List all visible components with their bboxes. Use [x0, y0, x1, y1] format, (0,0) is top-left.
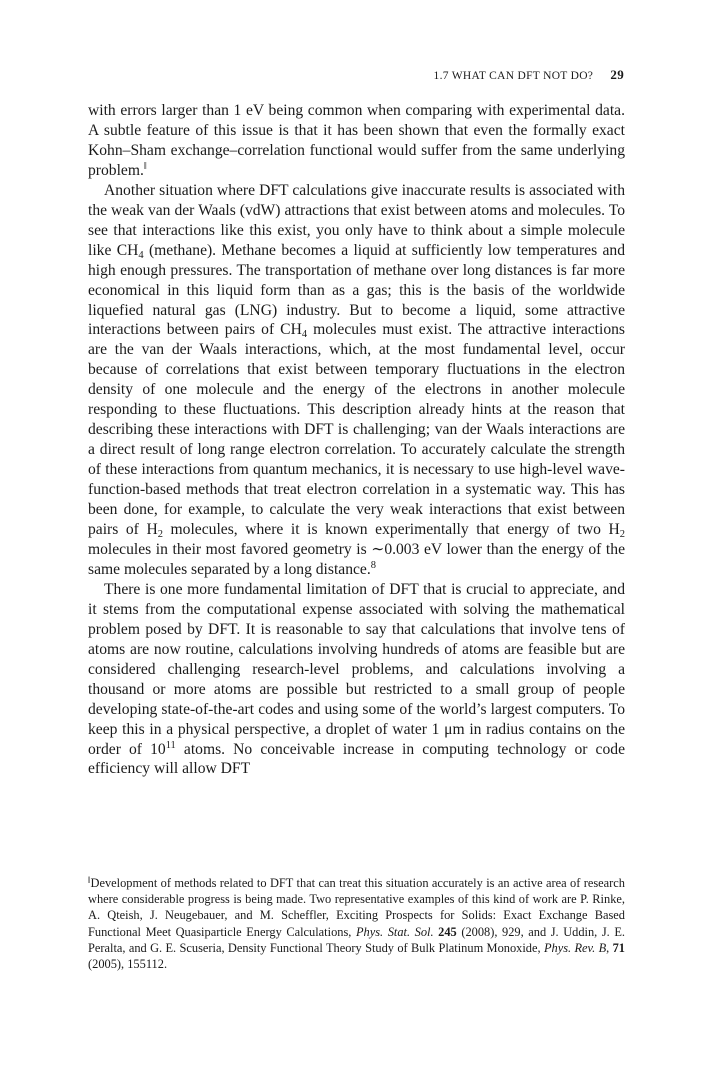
footnote-marker: ‖ — [88, 875, 91, 885]
text-run: (methane). Methane becomes a liquid at sufficiently low temperatures and high enough pressures. The transportation of methane over long distances is far more economical in this liquid form than as a gas; this is the basis of the worldwide liquefied natural gas (LNG) industry. But to become a liquid, some attractive interactions between pairs of CH — [88, 241, 625, 339]
footnote-body — [88, 876, 625, 971]
subscript: 4 — [301, 329, 308, 341]
footnote — [88, 875, 625, 972]
paragraph — [88, 580, 625, 780]
italic-text: Phys. Rev. B — [543, 940, 607, 955]
text-run: molecules, where it is known experimentally that energy of two H — [162, 521, 620, 539]
text-run: molecules must exist. The attractive interactions are the van der Waals interactions, which, at the most fundamental level, occur because of correlations that exist between temporary fluctuations in the electron density of one molecule and the energy of the electrons in another molecule responding to these fluctuations. This description already hints at the reason that describing these interactions with DFT is challenging; van der Waals interactions are a direct result of long range electron correlation. To accurately calculate the strength of these interactions from quantum mechanics, it is necessary to use high-level wave-function-based methods that treat electron correlation in a systematic way. This has been done, for example, to calculate the very weak interactions that exist between pairs of H — [88, 321, 625, 539]
subscript: 2 — [619, 529, 625, 541]
subscript: 2 — [157, 529, 163, 541]
main-text — [88, 101, 625, 779]
text-run: Development of methods related to DFT that can treat this situation accurately is an active area of research where considerable progress is being made. Two representative examples of this kind of work are P. Rinke, A. Qteish, J. Neugebauer, and M. Scheffler, Exciting Prospects for Solids: Exact Exchange Based Functional Meet Quasiparticle Energy Calculations, — [88, 876, 625, 939]
text-run: There is one more fundamental limitation of DFT that is crucial to appreciate, and it stems from the computational expense associated with solving the mathematical problem posed by DFT. It is reasonable to say that calculations that involve tens of atoms are now routine, calculations involving hundreds of atoms are feasible but are considered challenging research-level problems, and calculations involving a thousand or more atoms are possible but restricted to a small group of people developing state-of-the-art codes and using some of the world’s largest computers. To keep this in a physical perspective, a droplet of water 1 μm in radius contains on the order of 10 — [88, 580, 625, 758]
superscript: 8 — [370, 559, 377, 571]
running-header — [434, 67, 624, 83]
text-run: (2005), 155112. — [88, 957, 168, 972]
text-run: molecules in their most favored geometry is ∼0.003 eV lower than the energy of the same molecules separated by a long distance. — [88, 540, 625, 578]
bold-text: 71 — [612, 940, 625, 955]
page-number: 29 — [610, 67, 624, 82]
footnote-text — [88, 875, 625, 972]
text-run: (2008), 929, and J. Uddin, J. E. Peralta, and G. E. Scuseria, Density Functional Theory Study of Bulk Platinum Monoxide, — [88, 924, 625, 955]
bold-text: 245 — [438, 924, 457, 939]
superscript: 11 — [165, 739, 176, 751]
text-run: Another situation where DFT calculations give inaccurate results is associated with the weak van der Waals (vdW) attractions that exist between atoms and molecules. To see that interactions like this exist, you only have to think about a simple molecule like CH — [88, 181, 625, 259]
section-title: 1.7 WHAT CAN DFT NOT DO? — [433, 70, 594, 82]
text-run: , — [606, 940, 613, 955]
paragraph — [88, 181, 625, 580]
text-run: with errors larger than 1 eV being common when comparing with experimental data. A subtle feature of this issue is that it has been shown that even the formally exact Kohn–Sham exchange–correlation functional would suffer from the same underlying problem. — [88, 102, 625, 179]
superscript: ‖ — [143, 160, 147, 172]
subscript: 4 — [138, 249, 144, 261]
paragraph — [88, 101, 625, 181]
italic-text: Phys. Stat. Sol. — [355, 924, 434, 939]
text-run: atoms. No conceivable increase in computing technology or code efficiency will allow DFT — [88, 740, 625, 778]
